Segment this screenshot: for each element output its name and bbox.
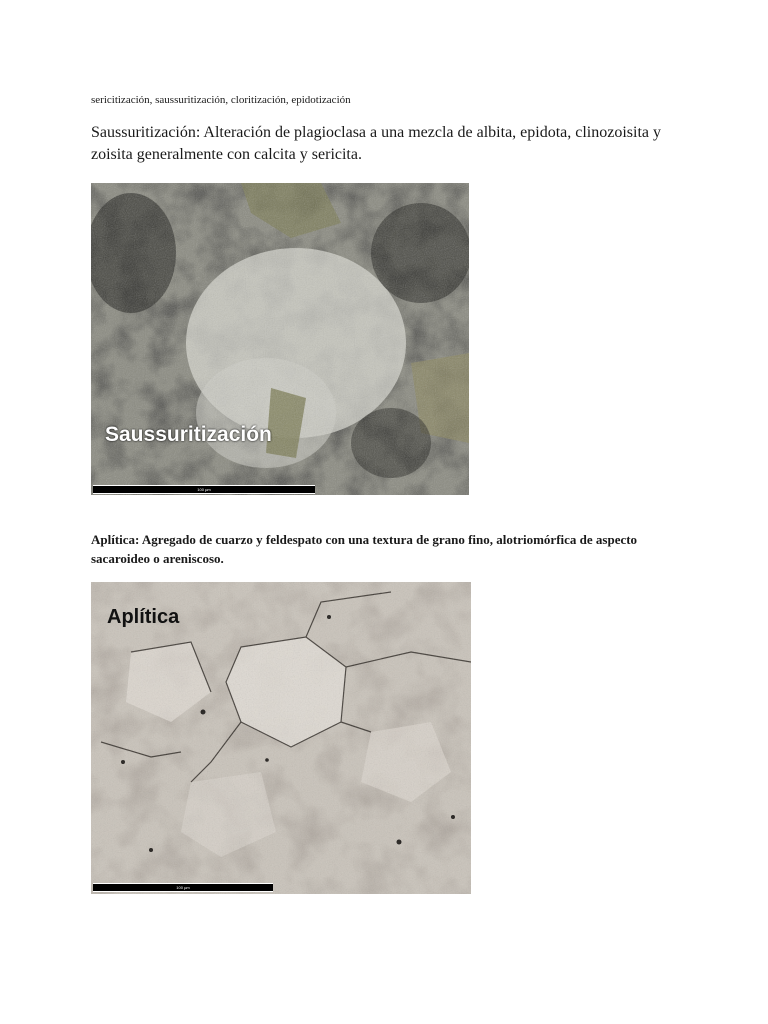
topic-line: sericitización, saussuritización, cloritización, epidotización	[91, 94, 351, 106]
aplitica-definition: Aplítica: Agregado de cuarzo y feldespato con una textura de grano fino, alotriomórfica de aspecto sacaroideo o areniscoso.	[91, 532, 638, 566]
aplitica-scale-text: 100 µm	[176, 885, 190, 890]
saussuritizacion-image-label: Saussuritización	[105, 423, 272, 446]
aplitica-scale-bar	[93, 883, 273, 892]
aplitica-image-label: Aplítica	[107, 606, 180, 628]
saussuritizacion-texture	[91, 183, 469, 495]
saussuritizacion-micrograph	[91, 183, 469, 495]
aplitica-micrograph	[91, 582, 471, 894]
saussuritizacion-scale-text: 100 µm	[197, 487, 211, 492]
saussuritizacion-definition: Saussuritización: Alteración de plagioclasa a una mezcla de albita, epidota, clinozoisita y zoisita generalmente con calcita y sericita.	[91, 124, 662, 163]
saussuritizacion-scale-bar	[93, 485, 315, 494]
